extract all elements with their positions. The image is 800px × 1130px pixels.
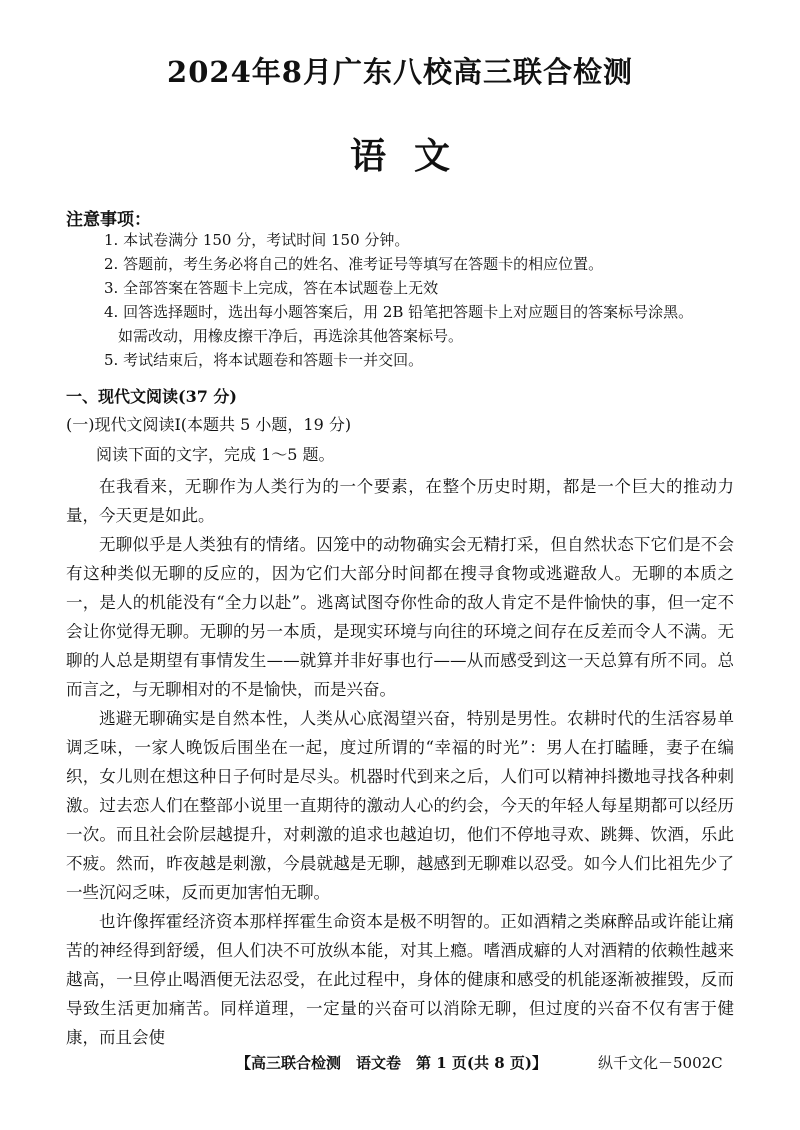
notice-item-continuation <box>104 324 764 348</box>
notice-item-continuation-text: 如需改动，用橡皮擦干净后，再选涂其他答案标号。 <box>118 327 464 345</box>
notice-item: 4. 回答选择题时，选出每小题答案后，用 2B 铅笔把答题卡上对应题目的答案标号涂黑。 <box>104 303 694 321</box>
reading-passage <box>66 472 734 1052</box>
subject-title: 语文 <box>349 135 478 177</box>
subsection-heading: (一)现代文阅读Ⅰ(本题共 5 小题，19 分) <box>66 415 352 434</box>
notice-item: 1. 本试卷满分 150 分，考试时间 150 分钟。 <box>104 231 410 249</box>
footer-page-info: 【高三联合检测 语文卷 第 1 页(共 8 页)】 <box>236 1054 547 1072</box>
notice-item: 5. 考试结束后，将本试题卷和答题卡一并交回。 <box>104 351 424 369</box>
passage-paragraph: 逃避无聊确实是自然本性，人类从心底渴望兴奋，特别是男性。农耕时代的生活容易单调乏味，一家人晚饭后围坐在一起，度过所谓的“幸福的时光”：男人在打瞌睡，妻子在编织，女儿则在想这种日子何时是尽头。机器时代到来之后，人们可以精神抖擞地寻找各种刺激。过去恋人们在整部小说里一直期待的激动人心的约会，今天的年轻人每星期都可以经历一次。而且社会阶层越提升，对刺激的追求也越迫切，他们不停地寻欢、跳舞、饮酒，乐此不疲。然而，昨夜越是刺激，今晨就越是无聊，越感到无聊难以忍受。如今人们比祖先少了一些沉闷乏味，反而更加害怕无聊。 <box>66 709 734 902</box>
section-heading: 一、现代文阅读(37 分) <box>66 387 237 406</box>
reading-instruction: 阅读下面的文字，完成 1～5 题。 <box>96 445 335 464</box>
footer-publisher-code: 纵千文化－5002C <box>598 1054 723 1072</box>
passage-paragraph: 无聊似乎是人类独有的情绪。囚笼中的动物确实会无精打采，但自然状态下它们是不会有这种类似无聊的反应的，因为它们大部分时间都在搜寻食物或逃避敌人。无聊的本质之一，是人的机能没有“全力以赴”。逃离试图夺你性命的敌人肯定不是件愉快的事，但一定不会让你觉得无聊。无聊的另一本质，是现实环境与向往的环境之间存在反差而令人不满。无聊的人总是期望有事情发生——就算并非好事也行——从而感受到这一天总算有所不同。总而言之，与无聊相对的不是愉快，而是兴奋。 <box>66 535 734 699</box>
notice-heading: 注意事项： <box>66 210 151 230</box>
exam-title: 2024年8月广东八校高三联合检测 <box>167 55 633 89</box>
passage-paragraph: 在我看来，无聊作为人类行为的一个要素，在整个历史时期，都是一个巨大的推动力量，今天更是如此。 <box>66 477 734 525</box>
notice-item: 2. 答题前，考生务必将自己的姓名、准考证号等填写在答题卡的相应位置。 <box>104 255 604 273</box>
passage-paragraph: 也许像挥霍经济资本那样挥霍生命资本是极不明智的。正如酒精之类麻醉品或许能让痛苦的神经得到舒缓，但人们决不可放纵本能，对其上瘾。嗜酒成癖的人对酒精的依赖性越来越高，一旦停止喝酒便无法忍受，在此过程中，身体的健康和感受的机能逐渐被摧毁，反而导致生活更加痛苦。同样道理，一定量的兴奋可以消除无聊，但过度的兴奋不仅有害于健康，而且会使 <box>66 912 734 1047</box>
notice-item: 3. 全部答案在答题卡上完成，答在本试题卷上无效 <box>104 279 439 297</box>
notice-list <box>104 228 764 372</box>
